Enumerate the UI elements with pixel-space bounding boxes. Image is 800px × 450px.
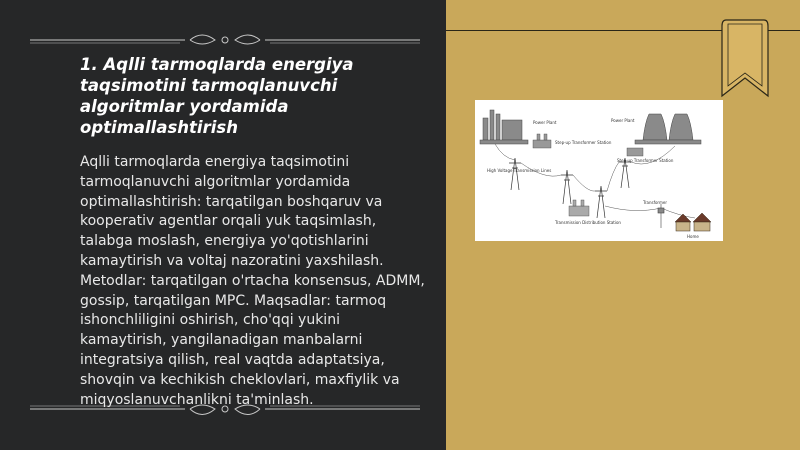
power-line-wires: [495, 144, 695, 218]
bookmark-ribbon-icon: [720, 18, 770, 100]
high-voltage-label: High Voltage Transmission Lines: [487, 168, 552, 173]
step-up-transformer-right-icon: [627, 148, 643, 156]
power-grid-diagram: [475, 100, 723, 241]
home-label: Home: [687, 234, 699, 239]
plant-left-label: Power Plant: [533, 120, 557, 125]
plant-right-label: Power Plant: [611, 118, 635, 123]
slide-title: 1. Aqlli tarmoqlarda energiya taqsimotini tarmoqlanuvchi algoritmlar yordamida optimallashtirish: [80, 55, 354, 137]
step-up-right-label: Step-up Transformer Station: [617, 158, 674, 163]
power-plant-right-icon: [635, 114, 701, 144]
distribution-station-icon: [569, 200, 589, 216]
transformer-label: Transformer: [643, 200, 668, 205]
step-up-transformer-left-icon: [533, 134, 551, 148]
step-up-left-label: Step-up Transformer Station: [555, 140, 612, 145]
ornament-divider-top: [30, 30, 420, 50]
pole-transformer-icon: [658, 204, 664, 228]
slide-body-text: Aqlli tarmoqlarda energiya taqsimotini tarmoqlanuvchi algoritmlar yordamida optimallashtirish: tarqatilgan boshqaruv va kooperativ agentlar orqali yuk taqsimlash, talabga moslash, energiya yo'qotishlarini kamaytirish va voltaj nazoratini yaxshilash. Metodlar: tarqatilgan o'rtacha konsensus, ADMM, gossip, tarqatilgan MPC. Maqsadlar: tarmoq ishonchliligini oshirish, cho'qqi yukini kamaytirish, yangilanadigan manbalarni integratsiya qilish, real vaqtda adaptatsiya, shovqin va kechikish cheklovlari, maxfiylik va miqyoslanuvchanlikni ta'minlash.: [80, 154, 425, 408]
distribution-label: Transmission Distribution Station: [555, 220, 621, 225]
power-plant-left-icon: [480, 110, 528, 144]
home-icons: [675, 213, 711, 231]
